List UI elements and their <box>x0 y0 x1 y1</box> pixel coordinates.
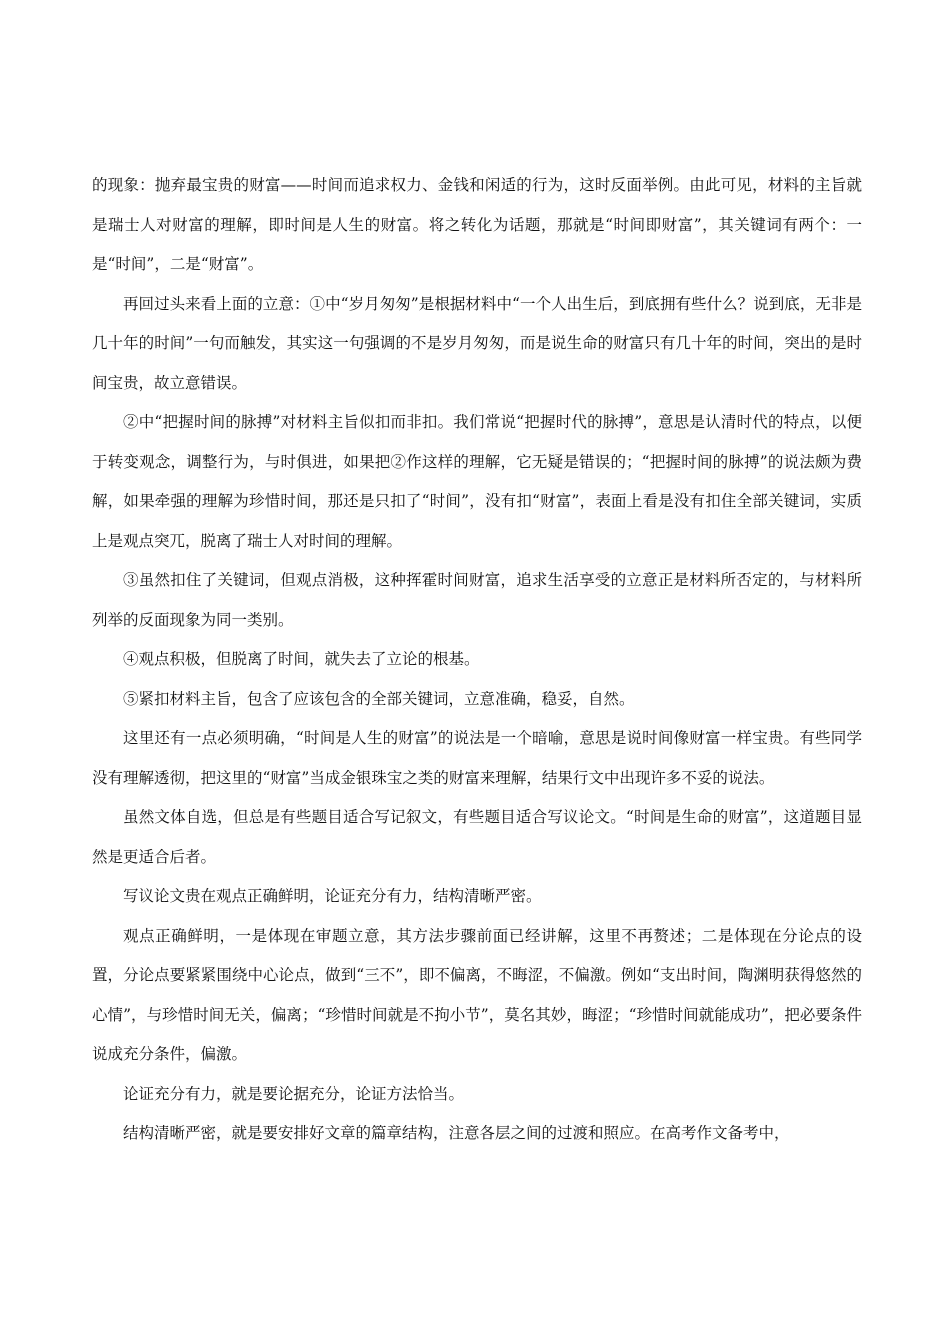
paragraph-11: 论证充分有力，就是要论据充分，论证方法恰当。 <box>123 1084 465 1103</box>
paragraph-5: ④观点积极，但脱离了时间，就失去了立论的根基。 <box>123 650 480 668</box>
paragraph-1: 的现象：抛弃最宝贵的财富——时间而追求权力、金钱和闲适的行为，这时反面举例。由此可见，材料的主旨就是瑞士人对财富的理解，即时间是人生的财富。将之转化为话题，那就是“时间即财富”，其关键词有两个：一是“时间”，二是“财富”。 <box>92 176 862 273</box>
paragraph-3: ②中“把握时间的脉搏”对材料主旨似扣而非扣。我们常说“把握时代的脉搏”，意思是认清时代的特点，以便于转变观念，调整行为，与时俱进，如果把②作这样的理解，它无疑是错误的；“把握时间的脉搏”的说法颇为费解，如果牵强的理解为珍惜时间，那还是只扣了“时间”，没有扣“财富”，表面上看是没有扣住全部关键词，实质上是观点突兀，脱离了瑞士人对时间的理解。 <box>92 413 862 550</box>
paragraph-4: ③虽然扣住了关键词，但观点消极，这种挥霍时间财富，追求生活享受的立意正是材料所否定的，与材料所列举的反面现象为同一类别。 <box>92 571 862 629</box>
paragraph-2: 再回过头来看上面的立意：①中“岁月匆匆”是根据材料中“一个人出生后，到底拥有些什么？说到底，无非是几十年的时间”一句而触发，其实这一句强调的不是岁月匆匆，而是说生命的财富只有几十年的时间，突出的是时间宝贵，故立意错误。 <box>92 294 862 392</box>
paragraph-7: 这里还有一点必须明确，“时间是人生的财富”的说法是一个暗喻，意思是说时间像财富一样宝贵。有些同学没有理解透彻，把这里的“财富”当成金银珠宝之类的财富来理解，结果行文中出现许多不妥的说法。 <box>92 729 862 787</box>
paragraph-9: 写议论文贵在观点正确鲜明，论证充分有力，结构清晰严密。 <box>123 887 542 905</box>
paragraph-10: 观点正确鲜明，一是体现在审题立意，其方法步骤前面已经讲解，这里不再赘述；二是体现在分论点的设置，分论点要紧紧围绕中心论点，做到“三不”，即不偏离，不晦涩，不偏激。例如“支出时间，陶渊明获得悠然的心情”，与珍惜时间无关，偏离；“珍惜时间就是不拘小节”，莫名其妙，晦涩；“珍惜时间就能成功”，把必要条件说成充分条件，偏激。 <box>92 926 862 1063</box>
paragraph-12: 结构清晰严密，就是要安排好文章的篇章结构，注意各层之间的过渡和照应。在高考作文备考中， <box>123 1124 790 1142</box>
paragraph-8: 虽然文体自选，但总是有些题目适合写记叙文，有些题目适合写议论文。“时间是生命的财富”，这道题目显然是更适合后者。 <box>92 808 862 866</box>
paragraph-6: ⑤紧扣材料主旨，包含了应该包含的全部关键词，立意准确，稳妥，自然。 <box>123 689 635 708</box>
document-body <box>92 166 862 1154</box>
